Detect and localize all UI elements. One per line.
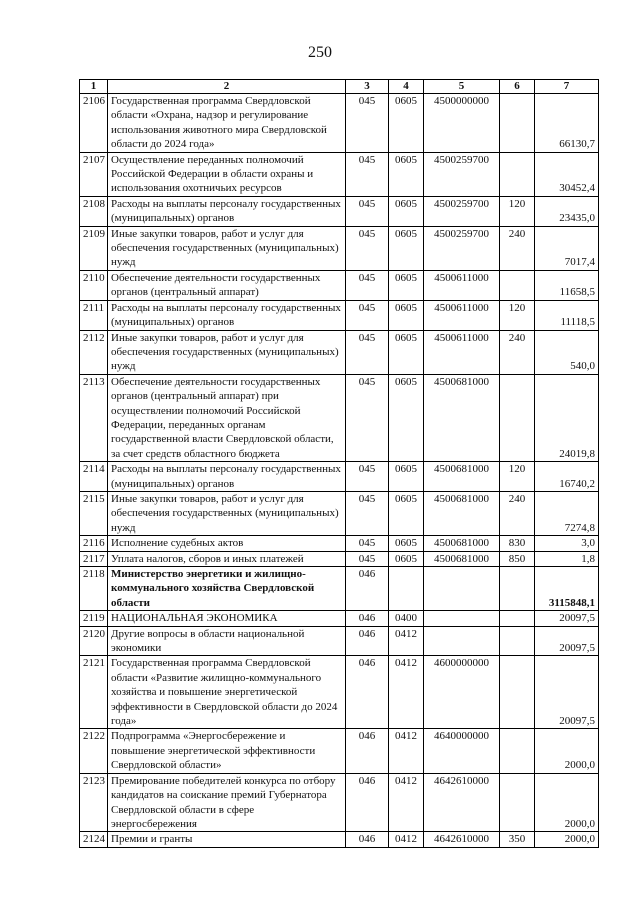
table-row (80, 626, 599, 656)
table-body (80, 94, 599, 848)
row-admin-code: 046 (346, 773, 389, 832)
row-admin-code: 045 (346, 270, 389, 300)
row-expense-type (500, 626, 535, 656)
row-name: Обеспечение деятельности государственных органов (центральный аппарат) (108, 270, 346, 300)
row-name: Подпрограмма «Энергосбережение и повышение энергетической эффективности Свердловской области» (108, 729, 346, 773)
table-row (80, 832, 599, 847)
row-section-code: 0412 (389, 729, 424, 773)
row-expense-type: 240 (500, 330, 535, 374)
row-number: 2109 (80, 226, 108, 270)
row-number: 2110 (80, 270, 108, 300)
row-number: 2112 (80, 330, 108, 374)
row-target-code: 4500611000 (424, 270, 500, 300)
row-name: Обеспечение деятельности государственных органов (центральный аппарат) при осуществлении полномочий Российской Федерации, переданных органам государственной власти Свердловской области, за счет средств областного бюджета (108, 374, 346, 461)
table-row (80, 196, 599, 226)
row-section-code: 0400 (389, 611, 424, 626)
row-name: Уплата налогов, сборов и иных платежей (108, 551, 346, 566)
row-number: 2115 (80, 491, 108, 535)
row-name: Осуществление переданных полномочий Российской Федерации в области охраны и использования охотничьих ресурсов (108, 152, 346, 196)
row-name: Расходы на выплаты персоналу государственных (муниципальных) органов (108, 462, 346, 492)
row-number: 2120 (80, 626, 108, 656)
row-sum: 11118,5 (535, 300, 599, 330)
row-expense-type (500, 656, 535, 729)
row-target-code: 4500681000 (424, 374, 500, 461)
row-sum: 20097,5 (535, 656, 599, 729)
row-sum: 7274,8 (535, 491, 599, 535)
row-expense-type: 850 (500, 551, 535, 566)
row-target-code: 4500259700 (424, 152, 500, 196)
row-target-code: 4500259700 (424, 196, 500, 226)
row-target-code: 4500611000 (424, 300, 500, 330)
col-header-7: 7 (535, 80, 599, 94)
table-row (80, 462, 599, 492)
row-target-code: 4642610000 (424, 773, 500, 832)
row-section-code: 0605 (389, 462, 424, 492)
row-target-code: 4500000000 (424, 94, 500, 153)
col-header-1: 1 (80, 80, 108, 94)
row-admin-code: 045 (346, 152, 389, 196)
table-row (80, 270, 599, 300)
row-number: 2116 (80, 536, 108, 551)
col-header-5: 5 (424, 80, 500, 94)
row-admin-code: 045 (346, 536, 389, 551)
row-sum: 30452,4 (535, 152, 599, 196)
row-sum: 7017,4 (535, 226, 599, 270)
row-sum: 24019,8 (535, 374, 599, 461)
row-section-code: 0605 (389, 374, 424, 461)
table-row (80, 536, 599, 551)
row-number: 2108 (80, 196, 108, 226)
table-row (80, 94, 599, 153)
header-row (80, 80, 599, 94)
row-target-code: 4500681000 (424, 551, 500, 566)
row-name: Иные закупки товаров, работ и услуг для обеспечения государственных (муниципальных) нужд (108, 330, 346, 374)
row-sum: 23435,0 (535, 196, 599, 226)
row-number: 2123 (80, 773, 108, 832)
row-number: 2117 (80, 551, 108, 566)
row-section-code: 0412 (389, 773, 424, 832)
row-name: НАЦИОНАЛЬНАЯ ЭКОНОМИКА (108, 611, 346, 626)
row-expense-type (500, 270, 535, 300)
row-sum: 20097,5 (535, 626, 599, 656)
row-number: 2106 (80, 94, 108, 153)
row-target-code: 4500611000 (424, 330, 500, 374)
row-name: Премирование победителей конкурса по отбору кандидатов на соискание премий Губернатора Свердловской области в сфере энергосбережения (108, 773, 346, 832)
row-expense-type: 120 (500, 462, 535, 492)
row-target-code: 4600000000 (424, 656, 500, 729)
row-expense-type (500, 374, 535, 461)
row-sum: 1,8 (535, 551, 599, 566)
table-row (80, 226, 599, 270)
table-row (80, 374, 599, 461)
table-row (80, 551, 599, 566)
row-admin-code: 045 (346, 300, 389, 330)
row-sum: 540,0 (535, 330, 599, 374)
row-section-code: 0605 (389, 94, 424, 153)
row-expense-type (500, 773, 535, 832)
row-expense-type: 240 (500, 226, 535, 270)
col-header-6: 6 (500, 80, 535, 94)
row-admin-code: 046 (346, 626, 389, 656)
row-section-code: 0605 (389, 330, 424, 374)
row-sum: 3115848,1 (535, 567, 599, 611)
row-target-code: 4500681000 (424, 491, 500, 535)
page-number: 250 (308, 44, 332, 61)
row-number: 2113 (80, 374, 108, 461)
row-expense-type: 350 (500, 832, 535, 847)
table-row (80, 773, 599, 832)
row-admin-code: 045 (346, 330, 389, 374)
budget-table (79, 79, 599, 848)
row-name: Исполнение судебных актов (108, 536, 346, 551)
row-expense-type: 120 (500, 196, 535, 226)
row-target-code: 4500259700 (424, 226, 500, 270)
row-name: Министерство энергетики и жилищно-коммунального хозяйства Свердловской области (108, 567, 346, 611)
row-section-code: 0605 (389, 536, 424, 551)
row-section-code (389, 567, 424, 611)
row-name: Государственная программа Свердловской области «Охрана, надзор и регулирование использования животного мира Свердловской области до 2024 года» (108, 94, 346, 153)
col-header-2: 2 (108, 80, 346, 94)
row-number: 2122 (80, 729, 108, 773)
row-sum: 20097,5 (535, 611, 599, 626)
row-sum: 66130,7 (535, 94, 599, 153)
row-expense-type (500, 152, 535, 196)
row-number: 2124 (80, 832, 108, 847)
row-target-code (424, 611, 500, 626)
row-sum: 3,0 (535, 536, 599, 551)
row-name: Иные закупки товаров, работ и услуг для обеспечения государственных (муниципальных) нужд (108, 226, 346, 270)
row-admin-code: 046 (346, 567, 389, 611)
row-target-code (424, 567, 500, 611)
row-expense-type (500, 729, 535, 773)
row-target-code (424, 626, 500, 656)
row-number: 2118 (80, 567, 108, 611)
row-expense-type: 830 (500, 536, 535, 551)
row-target-code: 4500681000 (424, 462, 500, 492)
row-number: 2107 (80, 152, 108, 196)
row-admin-code: 046 (346, 656, 389, 729)
row-expense-type (500, 567, 535, 611)
row-section-code: 0605 (389, 300, 424, 330)
row-sum: 16740,2 (535, 462, 599, 492)
row-expense-type: 120 (500, 300, 535, 330)
row-number: 2111 (80, 300, 108, 330)
row-section-code: 0605 (389, 196, 424, 226)
table-row (80, 611, 599, 626)
row-sum: 2000,0 (535, 773, 599, 832)
table-row (80, 300, 599, 330)
row-sum: 11658,5 (535, 270, 599, 300)
row-name: Государственная программа Свердловской области «Развитие жилищно-коммунального хозяйства и повышение энергетической эффективности в Свердловской области до 2024 года» (108, 656, 346, 729)
row-admin-code: 045 (346, 462, 389, 492)
row-name: Другие вопросы в области национальной экономики (108, 626, 346, 656)
col-header-3: 3 (346, 80, 389, 94)
row-admin-code: 045 (346, 226, 389, 270)
row-section-code: 0605 (389, 152, 424, 196)
table-row (80, 729, 599, 773)
row-section-code: 0412 (389, 626, 424, 656)
row-target-code: 4642610000 (424, 832, 500, 847)
row-sum: 2000,0 (535, 729, 599, 773)
row-name: Премии и гранты (108, 832, 346, 847)
row-number: 2119 (80, 611, 108, 626)
row-section-code: 0605 (389, 270, 424, 300)
row-admin-code: 045 (346, 374, 389, 461)
row-sum: 2000,0 (535, 832, 599, 847)
row-number: 2121 (80, 656, 108, 729)
table-row (80, 152, 599, 196)
row-section-code: 0412 (389, 832, 424, 847)
row-section-code: 0605 (389, 226, 424, 270)
row-name: Расходы на выплаты персоналу государственных (муниципальных) органов (108, 196, 346, 226)
row-name: Расходы на выплаты персоналу государственных (муниципальных) органов (108, 300, 346, 330)
row-section-code: 0412 (389, 656, 424, 729)
row-admin-code: 046 (346, 729, 389, 773)
row-admin-code: 046 (346, 611, 389, 626)
row-target-code: 4640000000 (424, 729, 500, 773)
row-name: Иные закупки товаров, работ и услуг для обеспечения государственных (муниципальных) нужд (108, 491, 346, 535)
row-target-code: 4500681000 (424, 536, 500, 551)
row-admin-code: 045 (346, 94, 389, 153)
row-expense-type: 240 (500, 491, 535, 535)
table-row (80, 656, 599, 729)
row-admin-code: 045 (346, 196, 389, 226)
row-expense-type (500, 94, 535, 153)
row-section-code: 0605 (389, 551, 424, 566)
table-row (80, 330, 599, 374)
row-number: 2114 (80, 462, 108, 492)
table-row (80, 567, 599, 611)
col-header-4: 4 (389, 80, 424, 94)
table-row (80, 491, 599, 535)
row-admin-code: 045 (346, 551, 389, 566)
row-expense-type (500, 611, 535, 626)
row-admin-code: 046 (346, 832, 389, 847)
row-section-code: 0605 (389, 491, 424, 535)
row-admin-code: 045 (346, 491, 389, 535)
